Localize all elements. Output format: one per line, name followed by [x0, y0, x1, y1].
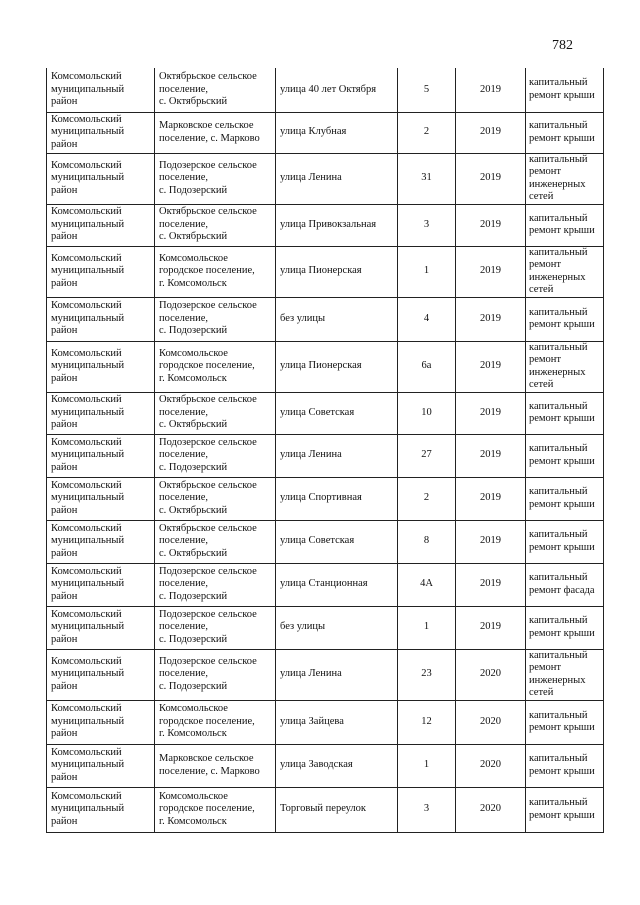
district-cell: Комсомольский муниципальный район	[47, 434, 155, 477]
district-cell: Комсомольский муниципальный район	[47, 68, 155, 112]
table-row	[47, 341, 604, 392]
year-cell: 2020	[456, 744, 526, 787]
table-row	[47, 153, 604, 204]
year-cell: 2019	[456, 606, 526, 649]
work-type-cell: капитальный ремонт крыши	[526, 787, 604, 832]
house-number-cell: 4	[398, 297, 456, 341]
house-number-cell: 1	[398, 246, 456, 297]
settlement-cell: Подозерское сельское поселение, с. Подозерский	[155, 297, 276, 341]
district-cell: Комсомольский муниципальный район	[47, 153, 155, 204]
street-cell: улица Спортивная	[276, 477, 398, 520]
table-row	[47, 477, 604, 520]
street-cell: без улицы	[276, 606, 398, 649]
year-cell: 2020	[456, 700, 526, 744]
year-cell: 2019	[456, 297, 526, 341]
district-cell: Комсомольский муниципальный район	[47, 606, 155, 649]
street-cell: улица Привокзальная	[276, 204, 398, 246]
house-number-cell: 1	[398, 606, 456, 649]
street-cell: улица Пионерская	[276, 246, 398, 297]
district-cell: Комсомольский муниципальный район	[47, 204, 155, 246]
work-type-cell: капитальный ремонт крыши	[526, 434, 604, 477]
district-cell: Комсомольский муниципальный район	[47, 477, 155, 520]
house-number-cell: 6а	[398, 341, 456, 392]
table-row	[47, 392, 604, 434]
house-number-cell: 1	[398, 744, 456, 787]
settlement-cell: Октябрьское сельское поселение, с. Октябрьский	[155, 204, 276, 246]
year-cell: 2020	[456, 787, 526, 832]
street-cell: улица Ленина	[276, 153, 398, 204]
district-cell: Комсомольский муниципальный район	[47, 700, 155, 744]
work-type-cell: капитальный ремонт крыши	[526, 700, 604, 744]
street-cell: улица Зайцева	[276, 700, 398, 744]
street-cell: улица Станционная	[276, 563, 398, 606]
street-cell: без улицы	[276, 297, 398, 341]
table-row	[47, 787, 604, 832]
year-cell: 2019	[456, 477, 526, 520]
street-cell: улица Клубная	[276, 112, 398, 153]
settlement-cell: Октябрьское сельское поселение, с. Октябрьский	[155, 520, 276, 563]
year-cell: 2019	[456, 204, 526, 246]
work-type-cell: капитальный ремонт крыши	[526, 112, 604, 153]
house-number-cell: 2	[398, 112, 456, 153]
street-cell: Торговый переулок	[276, 787, 398, 832]
district-cell: Комсомольский муниципальный район	[47, 563, 155, 606]
district-cell: Комсомольский муниципальный район	[47, 297, 155, 341]
table-row	[47, 744, 604, 787]
work-type-cell: капитальный ремонт инженерных сетей	[526, 649, 604, 700]
house-number-cell: 31	[398, 153, 456, 204]
settlement-cell: Подозерское сельское поселение, с. Подозерский	[155, 563, 276, 606]
year-cell: 2020	[456, 649, 526, 700]
table-row	[47, 246, 604, 297]
settlement-cell: Марковское сельское поселение, с. Марково	[155, 112, 276, 153]
table-row	[47, 297, 604, 341]
house-number-cell: 4А	[398, 563, 456, 606]
settlement-cell: Октябрьское сельское поселение, с. Октябрьский	[155, 392, 276, 434]
settlement-cell: Октябрьское сельское поселение, с. Октябрьский	[155, 68, 276, 112]
settlement-cell: Подозерское сельское поселение, с. Подозерский	[155, 606, 276, 649]
table-row	[47, 649, 604, 700]
district-cell: Комсомольский муниципальный район	[47, 112, 155, 153]
house-number-cell: 3	[398, 204, 456, 246]
table-row	[47, 606, 604, 649]
settlement-cell: Октябрьское сельское поселение, с. Октябрьский	[155, 477, 276, 520]
table-row	[47, 563, 604, 606]
work-type-cell: капитальный ремонт инженерных сетей	[526, 341, 604, 392]
work-type-cell: капитальный ремонт крыши	[526, 392, 604, 434]
district-cell: Комсомольский муниципальный район	[47, 649, 155, 700]
year-cell: 2019	[456, 112, 526, 153]
settlement-cell: Подозерское сельское поселение, с. Подозерский	[155, 153, 276, 204]
district-cell: Комсомольский муниципальный район	[47, 744, 155, 787]
table-row	[47, 68, 604, 112]
house-number-cell: 12	[398, 700, 456, 744]
settlement-cell: Подозерское сельское поселение, с. Подозерский	[155, 434, 276, 477]
table-row	[47, 520, 604, 563]
district-cell: Комсомольский муниципальный район	[47, 341, 155, 392]
table-row	[47, 204, 604, 246]
repair-schedule-table	[46, 68, 604, 833]
work-type-cell: капитальный ремонт крыши	[526, 520, 604, 563]
work-type-cell: капитальный ремонт инженерных сетей	[526, 246, 604, 297]
house-number-cell: 3	[398, 787, 456, 832]
settlement-cell: Комсомольское городское поселение, г. Комсомольск	[155, 341, 276, 392]
year-cell: 2019	[456, 520, 526, 563]
year-cell: 2019	[456, 434, 526, 477]
district-cell: Комсомольский муниципальный район	[47, 246, 155, 297]
house-number-cell: 2	[398, 477, 456, 520]
settlement-cell: Комсомольское городское поселение, г. Комсомольск	[155, 246, 276, 297]
settlement-cell: Марковское сельское поселение, с. Марково	[155, 744, 276, 787]
work-type-cell: капитальный ремонт крыши	[526, 744, 604, 787]
house-number-cell: 8	[398, 520, 456, 563]
street-cell: улица Ленина	[276, 649, 398, 700]
year-cell: 2019	[456, 68, 526, 112]
settlement-cell: Комсомольское городское поселение, г. Комсомольск	[155, 700, 276, 744]
table-row	[47, 434, 604, 477]
work-type-cell: капитальный ремонт фасада	[526, 563, 604, 606]
street-cell: улица 40 лет Октября	[276, 68, 398, 112]
year-cell: 2019	[456, 392, 526, 434]
settlement-cell: Подозерское сельское поселение, с. Подозерский	[155, 649, 276, 700]
street-cell: улица Советская	[276, 392, 398, 434]
work-type-cell: капитальный ремонт крыши	[526, 297, 604, 341]
work-type-cell: капитальный ремонт крыши	[526, 204, 604, 246]
street-cell: улица Заводская	[276, 744, 398, 787]
house-number-cell: 23	[398, 649, 456, 700]
work-type-cell: капитальный ремонт крыши	[526, 477, 604, 520]
year-cell: 2019	[456, 246, 526, 297]
settlement-cell: Комсомольское городское поселение, г. Комсомольск	[155, 787, 276, 832]
work-type-cell: капитальный ремонт крыши	[526, 606, 604, 649]
district-cell: Комсомольский муниципальный район	[47, 787, 155, 832]
work-type-cell: капитальный ремонт инженерных сетей	[526, 153, 604, 204]
house-number-cell: 27	[398, 434, 456, 477]
year-cell: 2019	[456, 563, 526, 606]
page-number: 782	[552, 38, 573, 53]
house-number-cell: 5	[398, 68, 456, 112]
work-type-cell: капитальный ремонт крыши	[526, 68, 604, 112]
year-cell: 2019	[456, 341, 526, 392]
street-cell: улица Ленина	[276, 434, 398, 477]
table-row	[47, 112, 604, 153]
district-cell: Комсомольский муниципальный район	[47, 392, 155, 434]
table-row	[47, 700, 604, 744]
house-number-cell: 10	[398, 392, 456, 434]
year-cell: 2019	[456, 153, 526, 204]
street-cell: улица Советская	[276, 520, 398, 563]
district-cell: Комсомольский муниципальный район	[47, 520, 155, 563]
street-cell: улица Пионерская	[276, 341, 398, 392]
